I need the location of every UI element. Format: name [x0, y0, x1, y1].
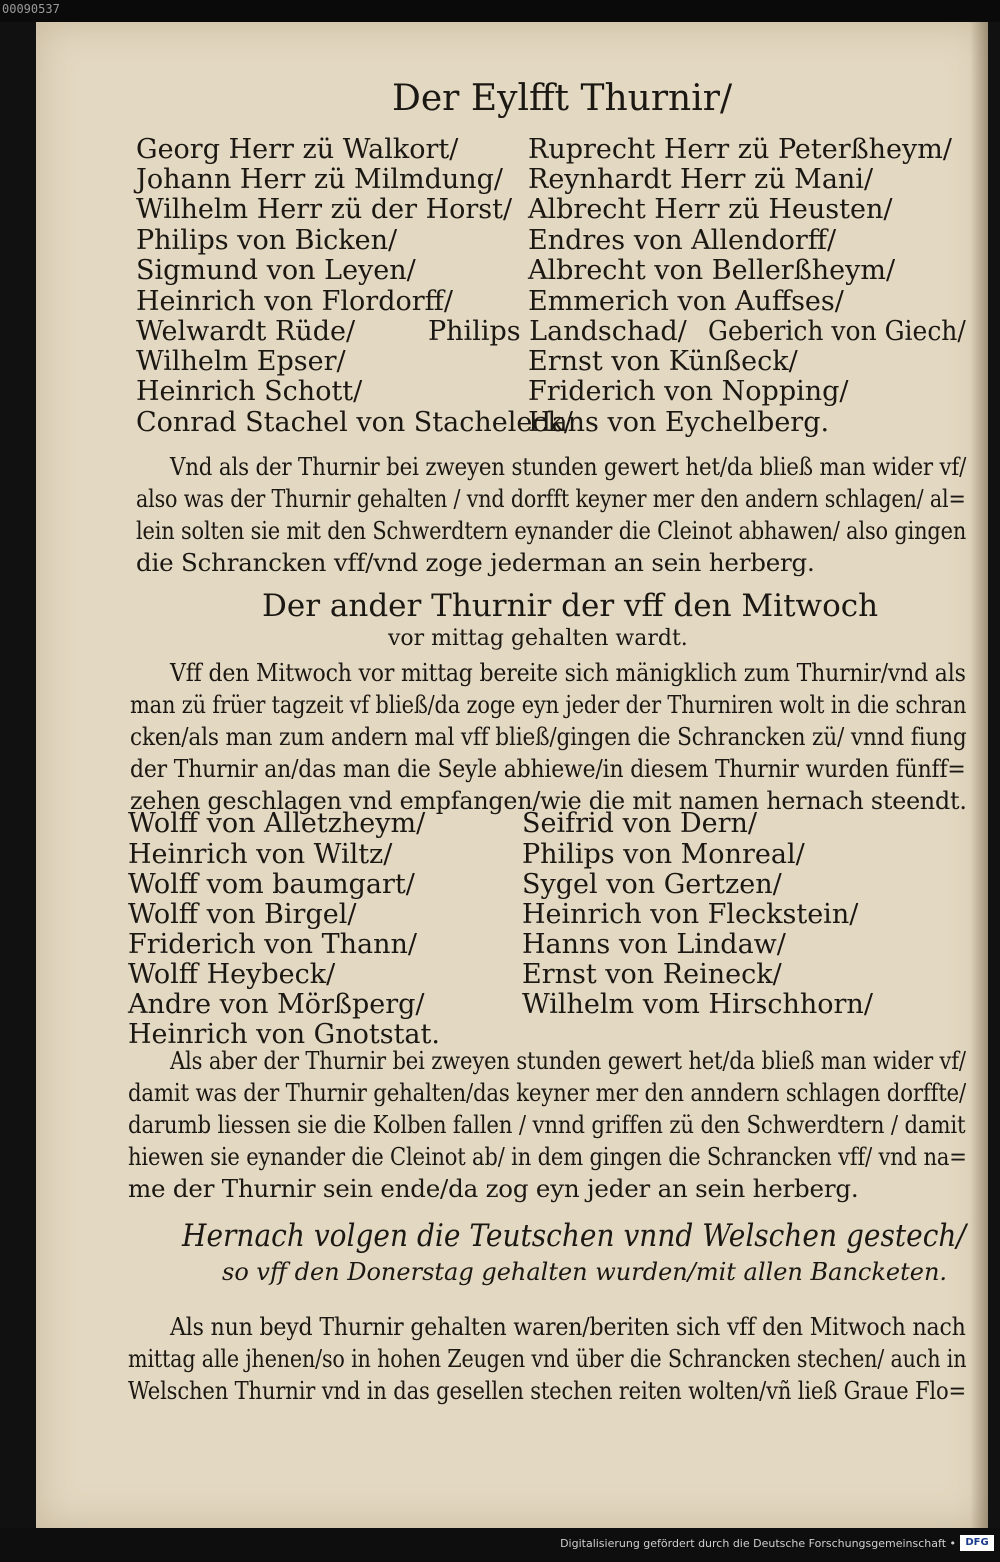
list1-right-5: Emmerich von Auffses/ — [528, 286, 844, 317]
corner-id: 00090537 — [2, 2, 60, 16]
list1-right-9: Hans von Eychelberg. — [528, 407, 830, 438]
list1-left-5: Heinrich von Flordorff/ — [136, 286, 453, 317]
para3-line-0: Als aber der Thurnir bei zweyen stunden gewert het/da bließ man wider vf/ — [170, 1046, 966, 1075]
para4-line-2: Welschen Thurnir vnd in das gesellen stechen reiten wolten/vñ ließ Graue Flo= — [128, 1376, 967, 1405]
list1-right-0: Ruprecht Herr zü Peterßheym/ — [528, 134, 952, 165]
list2-left-1: Heinrich von Wiltz/ — [128, 839, 393, 870]
list2-left-5: Wolff Heybeck/ — [128, 959, 336, 990]
list2-right-6: Wilhelm vom Hirschhorn/ — [522, 989, 873, 1020]
para3-line-1: damit was der Thurnir gehalten/das keyner mer den anndern schlagen dorffte/ — [128, 1078, 966, 1107]
heading-main: Der Eylfft Thurnir/ — [392, 78, 733, 119]
para3-line-4: me der Thurnir sein ende/da zog eyn jeder an sein herberg. — [128, 1174, 859, 1203]
list1-left-1: Johann Herr zü Milmdung/ — [136, 164, 504, 195]
para2-line-0: Vff den Mitwoch vor mittag bereite sich mänigklich zum Thurnir/vnd als — [170, 658, 966, 687]
para4-line-0: Als nun beyd Thurnir gehalten waren/beriten sich vff den Mitwoch nach — [170, 1312, 966, 1341]
list1-right-6: Geberich von Giech/ — [708, 316, 966, 347]
list1-right-7: Ernst von Künßeck/ — [528, 346, 798, 377]
heading2: Der ander Thurnir der vff den Mitwoch — [262, 588, 879, 624]
list2-right-3: Heinrich von Fleckstein/ — [522, 899, 859, 930]
list2-left-3: Wolff von Birgel/ — [128, 899, 357, 930]
footer-credit: Digitalisierung gefördert durch die Deutsche Forschungsgemeinschaft • — [560, 1537, 956, 1550]
list1-left-8: Heinrich Schott/ — [136, 376, 363, 407]
heading3-sub: so vff den Donerstag gehalten wurden/mit allen Bancketen. — [222, 1258, 948, 1286]
para1-line-3: die Schrancken vff/vnd zoge jederman an sein herberg. — [136, 548, 815, 577]
list1-right-1: Reynhardt Herr zü Mani/ — [528, 164, 874, 195]
list1-left-4: Sigmund von Leyen/ — [136, 255, 416, 286]
dfg-logo-icon: DFG — [960, 1535, 994, 1551]
heading3: Hernach volgen die Teutschen vnnd Welschen gestech/ — [182, 1218, 966, 1254]
list1-left-3: Philips von Bicken/ — [136, 225, 398, 256]
list1-left-6: Welwardt Rüde/ — [136, 316, 356, 347]
top-strip — [0, 0, 1000, 22]
para1-line-0: Vnd als der Thurnir bei zweyen stunden gewert het/da bließ man wider vf/ — [170, 452, 967, 481]
list1-right-8: Friderich von Nopping/ — [528, 376, 849, 407]
list1-middle: Philips Landschad/ — [428, 316, 687, 347]
list1-left-0: Georg Herr zü Walkort/ — [136, 134, 459, 165]
list1-right-2: Albrecht Herr zü Heusten/ — [528, 194, 893, 225]
list2-left-0: Wolff von Alletzheym/ — [128, 808, 426, 839]
para3-line-2: darumb liessen sie die Kolben fallen / vnnd griffen zü den Schwerdtern / damit — [128, 1110, 966, 1139]
list1-right-4: Albrecht von Bellerßheym/ — [528, 255, 896, 286]
list2-left-2: Wolff vom baumgart/ — [128, 869, 415, 900]
list2-right-2: Sygel von Gertzen/ — [522, 869, 782, 900]
list1-left-2: Wilhelm Herr zü der Horst/ — [136, 194, 513, 225]
list2-left-6: Andre von Mörßperg/ — [128, 989, 425, 1020]
footer-bar — [0, 1528, 1000, 1562]
list2-right-1: Philips von Monreal/ — [522, 839, 805, 870]
para1-line-1: also was der Thurnir gehalten / vnd dorfft keyner mer den andern schlagen/ al= — [136, 484, 966, 513]
para2-line-3: der Thurnir an/das man die Seyle abhiewe/in diesem Thurnir wurden fünff= — [130, 754, 966, 783]
para2-line-4: zehen geschlagen vnd empfangen/wie die mit namen hernach steendt. — [130, 786, 967, 815]
list1-left-9: Conrad Stachel von Stacheleck/ — [136, 407, 573, 438]
heading2-sub: vor mittag gehalten wardt. — [388, 626, 688, 651]
list2-right-5: Ernst von Reineck/ — [522, 959, 782, 990]
book-page — [36, 22, 988, 1528]
para3-line-3: hiewen sie eynander die Cleinot ab/ in dem gingen die Schrancken vff/ vnd na= — [128, 1142, 967, 1171]
para2-line-2: cken/als man zum andern mal vff bließ/gingen die Schrancken zü/ vnnd fiung — [130, 722, 967, 751]
list1-right-3: Endres von Allendorff/ — [528, 225, 837, 256]
list1-left-7: Wilhelm Epser/ — [136, 346, 346, 377]
list2-right-0: Seifrid von Dern/ — [522, 808, 758, 839]
para1-line-2: lein solten sie mit den Schwerdtern eynander die Cleinot abhawen/ also gingen — [136, 516, 967, 545]
list2-right-4: Hanns von Lindaw/ — [522, 929, 786, 960]
para4-line-1: mittag alle jhenen/so in hohen Zeugen vnd über die Schrancken stechen/ auch in — [128, 1344, 967, 1373]
list2-left-4: Friderich von Thann/ — [128, 929, 418, 960]
para2-line-1: man zü früer tagzeit vf bließ/da zoge eyn jeder der Thurniren wolt in die schran — [130, 690, 967, 719]
list2-left-7: Heinrich von Gnotstat. — [128, 1019, 440, 1050]
